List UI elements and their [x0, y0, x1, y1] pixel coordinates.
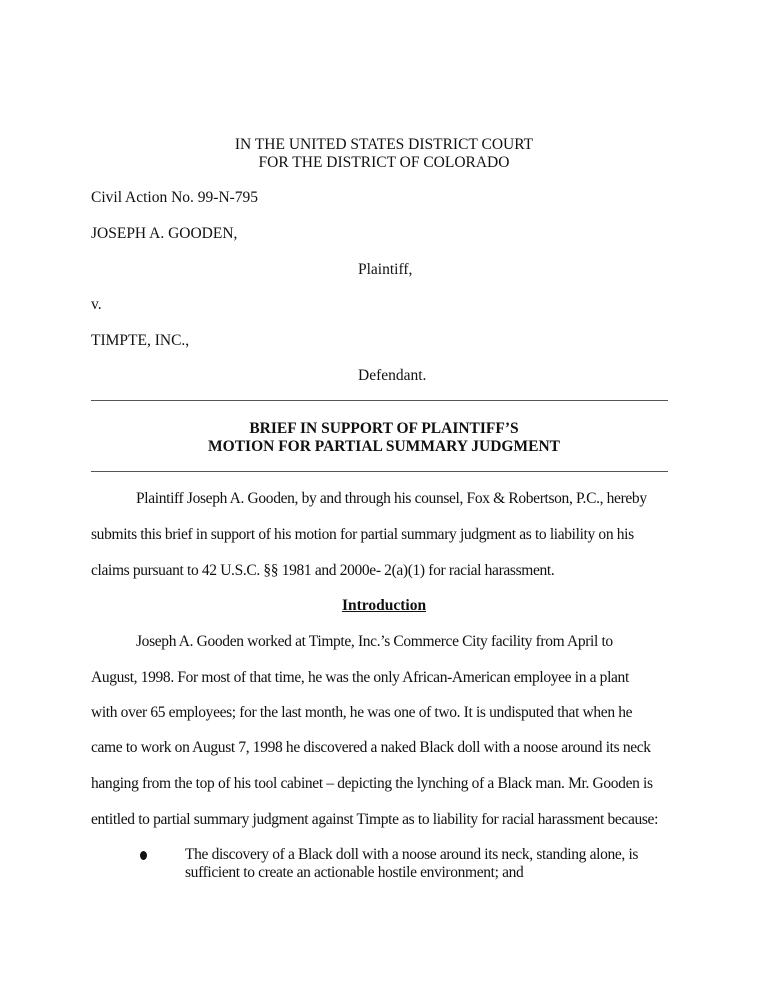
paragraph-line: hanging from the top of his tool cabinet – depicting the lynching of a Black man. Mr. Gooden is [91, 775, 653, 792]
plaintiff-role: Plaintiff, [358, 261, 413, 278]
document-title-line1: BRIEF IN SUPPORT OF PLAINTIFF’S [249, 420, 519, 437]
court-name-line1: IN THE UNITED STATES DISTRICT COURT [234, 136, 534, 153]
paragraph-line: submits this brief in support of his motion for partial summary judgment as to liability on his [91, 526, 634, 543]
paragraph-line: came to work on August 7, 1998 he discovered a naked Black doll with a noose around its neck [91, 739, 651, 756]
case-number: Civil Action No. 99-N-795 [91, 189, 259, 206]
document-title-line2: MOTION FOR PARTIAL SUMMARY JUDGMENT [208, 438, 560, 455]
divider-bottom [91, 471, 668, 472]
court-name-line2: FOR THE DISTRICT OF COLORADO [258, 154, 510, 171]
section-heading-introduction: Introduction [341, 597, 427, 614]
paragraph-line: with over 65 employees; for the last month, he was one of two. It is undisputed that when he [91, 704, 633, 721]
divider-top [91, 400, 668, 401]
paragraph-line: Plaintiff Joseph A. Gooden, by and through his counsel, Fox & Robertson, P.C., hereby [136, 490, 647, 507]
bullet-icon [140, 851, 147, 860]
versus: v. [91, 296, 102, 313]
defendant-name: TIMPTE, INC., [91, 332, 190, 349]
plaintiff-name: JOSEPH A. GOODEN, [91, 225, 238, 242]
paragraph-line: entitled to partial summary judgment against Timpte as to liability for racial harassment because: [91, 811, 659, 828]
defendant-role: Defendant. [358, 367, 427, 384]
bullet-text-line: The discovery of a Black doll with a noose around its neck, standing alone, is [185, 846, 639, 863]
paragraph-line: Joseph A. Gooden worked at Timpte, Inc.’s Commerce City facility from April to [136, 633, 613, 650]
paragraph-line: August, 1998. For most of that time, he was the only African-American employee in a plant [91, 669, 629, 686]
bullet-text-line: sufficient to create an actionable hostile environment; and [185, 864, 524, 881]
paragraph-line: claims pursuant to 42 U.S.C. §§ 1981 and 2000e- 2(a)(1) for racial harassment. [91, 562, 555, 579]
